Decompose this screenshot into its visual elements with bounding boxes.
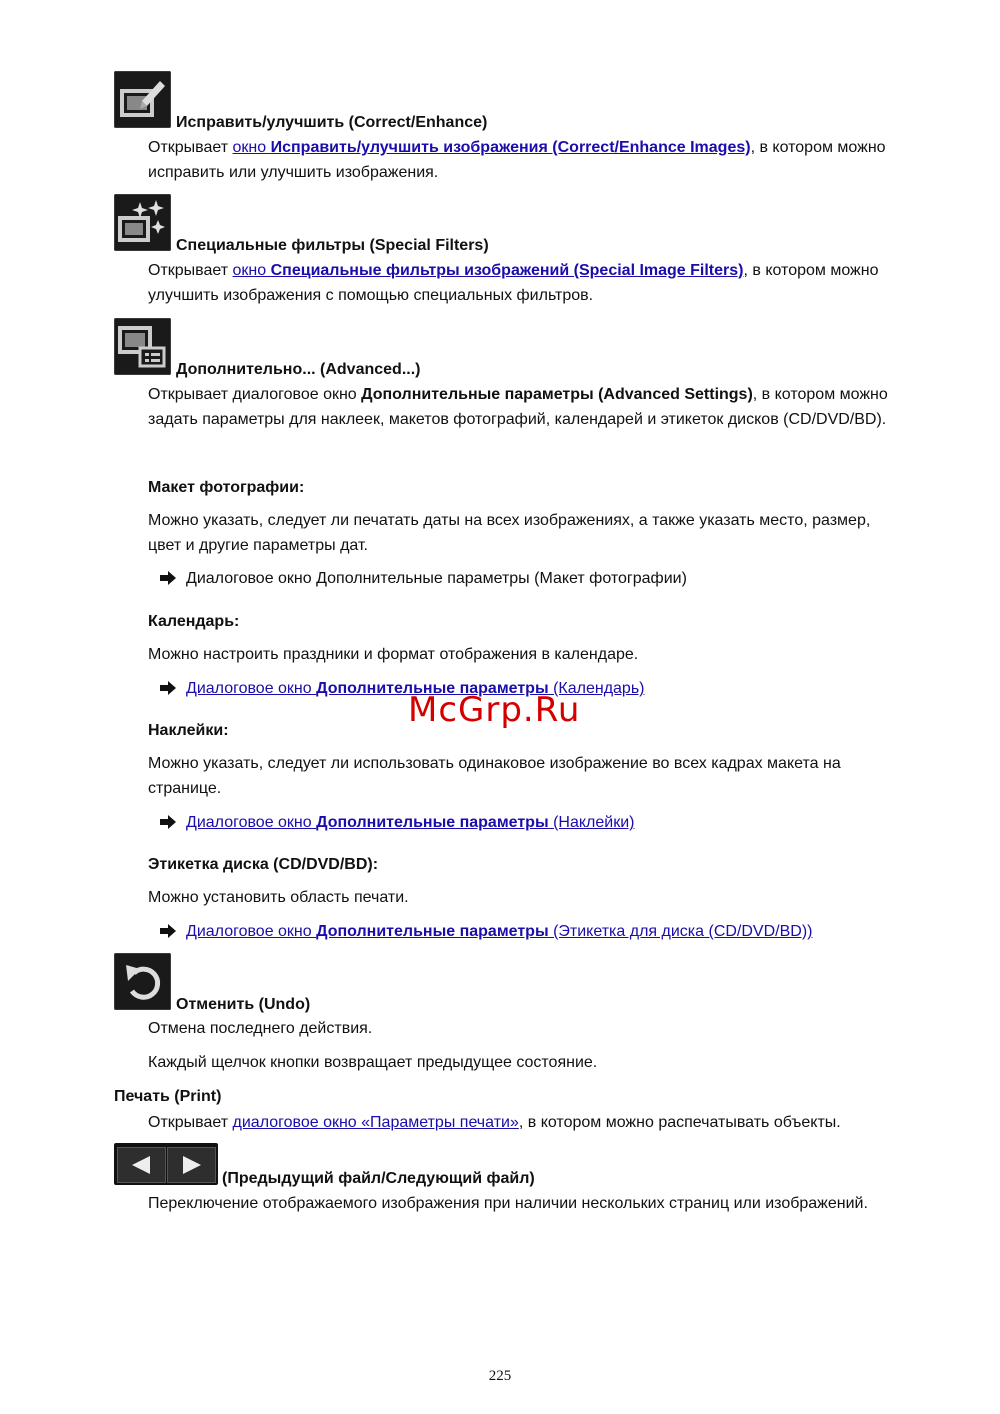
- prev-next-buttons: [114, 1143, 218, 1185]
- arrow-right-icon: [160, 681, 176, 695]
- stickers-title: Наклейки:: [148, 722, 229, 739]
- calendar-link[interactable]: Диалоговое окно Дополнительные параметры (Календарь): [186, 680, 645, 697]
- disc-label-title: Этикетка диска (CD/DVD/BD):: [148, 856, 379, 873]
- stickers-desc: Можно указать, следует ли использовать одинаковое изображение во всех кадрах макета на странице.: [148, 755, 841, 797]
- special-filters-desc: Открывает окно Специальные фильтры изображений (Special Image Filters), в котором можно улучшить изображения с помощью специальных фильтров.: [148, 262, 879, 304]
- disc-label-bullet: [160, 922, 812, 942]
- advanced-desc: Открывает диалоговое окно Дополнительные параметры (Advanced Settings), в котором можно задать параметры для наклеек, макетов фотографий, календарей и этикеток дисков (CD/DVD/BD).: [148, 386, 888, 428]
- undo-heading: Отменить (Undo): [176, 996, 311, 1013]
- correct-enhance-icon: [114, 71, 171, 128]
- correct-enhance-link[interactable]: окно Исправить/улучшить изображения (Correct/Enhance Images): [232, 139, 751, 156]
- stickers-link[interactable]: Диалоговое окно Дополнительные параметры (Наклейки): [186, 814, 635, 831]
- prev-file-icon: [117, 1147, 166, 1183]
- prev-next-desc: Переключение отображаемого изображения при наличии нескольких страниц или изображений.: [148, 1195, 868, 1212]
- stickers-bullet: [160, 813, 634, 833]
- correct-enhance-desc: Открывает окно Исправить/улучшить изображения (Correct/Enhance Images), в котором можно исправить или улучшить изображения.: [148, 139, 886, 181]
- undo-desc-2: Каждый щелчок кнопки возвращает предыдущее состояние.: [148, 1054, 598, 1071]
- special-filters-icon: [114, 194, 171, 251]
- print-desc: Открывает диалоговое окно «Параметры печати», в котором можно распечатывать объекты.: [148, 1114, 841, 1131]
- photo-layout-title: Макет фотографии:: [148, 479, 305, 496]
- calendar-title: Календарь:: [148, 613, 240, 630]
- print-heading: Печать (Print): [114, 1088, 222, 1105]
- arrow-right-icon: [160, 924, 176, 938]
- watermark: McGrp.Ru: [408, 690, 581, 730]
- special-filters-heading: Специальные фильтры (Special Filters): [176, 237, 489, 254]
- disc-label-desc: Можно установить область печати.: [148, 889, 409, 906]
- photo-layout-desc: Можно указать, следует ли печатать даты на всех изображениях, а также указать место, размер, цвет и другие параметры дат.: [148, 512, 871, 554]
- undo-desc-1: Отмена последнего действия.: [148, 1020, 373, 1037]
- prev-next-heading: (Предыдущий файл/Следующий файл): [222, 1170, 535, 1187]
- calendar-desc: Можно настроить праздники и формат отображения в календаре.: [148, 646, 639, 663]
- print-settings-link[interactable]: диалоговое окно «Параметры печати»: [232, 1114, 519, 1131]
- advanced-settings-icon: [114, 318, 171, 375]
- advanced-heading: Дополнительно... (Advanced...): [176, 361, 421, 378]
- special-filters-link[interactable]: окно Специальные фильтры изображений (Special Image Filters): [232, 262, 744, 279]
- correct-enhance-heading: Исправить/улучшить (Correct/Enhance): [176, 114, 488, 131]
- undo-icon: [114, 953, 171, 1010]
- page-number: 225: [488, 1368, 512, 1384]
- arrow-right-icon: [160, 571, 176, 585]
- arrow-right-icon: [160, 815, 176, 829]
- next-file-icon: [167, 1147, 216, 1183]
- photo-layout-bullet: Диалоговое окно Дополнительные параметры (Макет фотографии): [160, 569, 687, 589]
- disc-label-link[interactable]: Диалоговое окно Дополнительные параметры (Этикетка для диска (CD/DVD/BD)): [186, 923, 813, 940]
